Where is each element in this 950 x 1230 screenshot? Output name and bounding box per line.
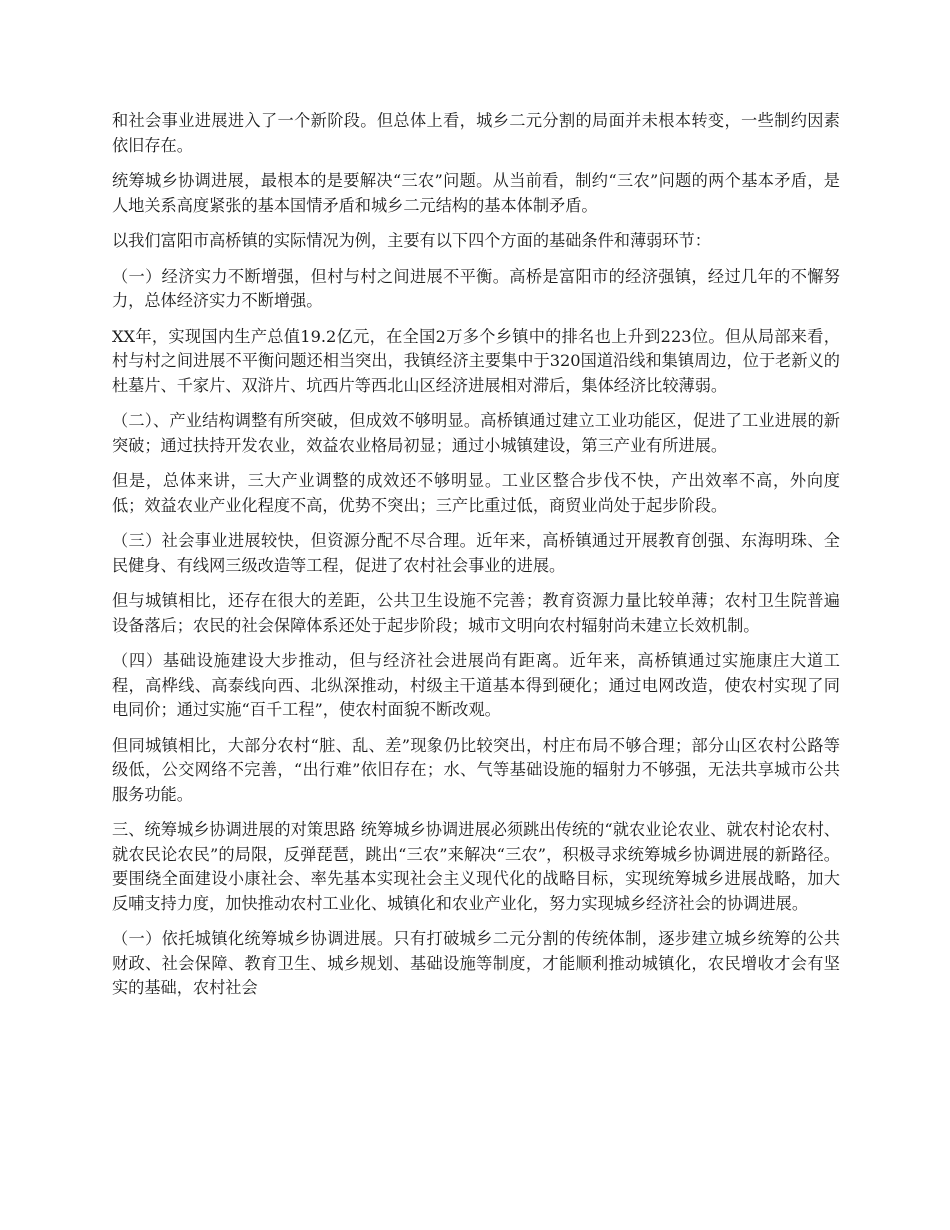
paragraph-5: XX年，实现国内生产总值19.2亿元，在全国2万多个乡镇中的排名也上升到223位。但从局部来看，村与村之间进展不平衡问题还相当突出，我镇经济主要集中于320国道沿线和集镇周边，位于老新义的杜墓片、千家片、双浒片、坑西片等西北山区经济进展相对滞后，集体经济比较薄弱。	[112, 326, 840, 395]
paragraph-3: 以我们富阳市高桥镇的实际情况为例，主要有以下四个方面的基础条件和薄弱环节：	[112, 231, 711, 250]
paragraph-7: 但是，总体来讲，三大产业调整的成效还不够明显。工业区整合步伐不快，产出效率不高，外向度低；效益农业产业化程度不高，优势不突出；三产比重过低，商贸业尚处于起步阶段。	[112, 471, 840, 515]
paragraph-2: 统筹城乡协调进展，最根本的是要解决“三农”问题。从当前看，制约“三农”问题的两个基本矛盾，是人地关系高度紧张的基本国情矛盾和城乡二元结构的基本体制矛盾。	[112, 171, 840, 215]
paragraph-10: （四）基础设施建设大步推动，但与经济社会进展尚有距离。近年来，高桥镇通过实施康庄大道工程，高桦线、高泰线向西、北纵深推动，村级主干道基本得到硬化；通过电网改造，使农村实现了同电同价；通过实施“百千工程”，使农村面貌不断改观。	[112, 651, 840, 719]
paragraph-11: 但同城镇相比，大部分农村“脏、乱、差”现象仍比较突出，村庄布局不够合理；部分山区农村公路等级低，公交网络不完善，“出行难”依旧存在；水、气等基础设施的辐射力不够强，无法共享城市公共服务功能。	[112, 735, 840, 804]
paragraph-9: 但与城镇相比，还存在很大的差距，公共卫生设施不完善；教育资源力量比较单薄；农村卫生院普遍设备落后；农民的社会保障体系还处于起步阶段；城市文明向农村辐射尚未建立长效机制。	[112, 591, 840, 635]
paragraph-6: （二）、产业结构调整有所突破，但成效不够明显。高桥镇通过建立工业功能区，促进了工业进展的新突破；通过扶持开发农业，效益农业格局初显；通过小城镇建设，第三产业有所进展。	[112, 411, 840, 455]
paragraph-1: 和社会事业进展进入了一个新阶段。但总体上看，城乡二元分割的局面并未根本转变，一些制约因素依旧存在。	[112, 111, 840, 155]
document-page	[112, 109, 840, 1012]
paragraph-12: 三、统筹城乡协调进展的对策思路 统筹城乡协调进展必须跳出传统的“就农业论农业、就农村论农村、就农民论农民”的局限，反弹琵琶，跳出“三农”来解决“三农”，积极寻求统筹城乡协调进展的新路径。要围绕全面建设小康社会、率先基本实现社会主义现代化的战略目标，实现统筹城乡进展战略，加大反哺支持力度，加快推动农村工业化、城镇化和农业产业化，努力实现城乡经济社会的协调进展。	[112, 820, 840, 913]
paragraph-13: （一）依托城镇化统筹城乡协调进展。只有打破城乡二元分割的传统体制，逐步建立城乡统筹的公共财政、社会保障、教育卫生、城乡规划、基础设施等制度，才能顺利推动城镇化，农民增收才会有坚实的基础，农村社会	[112, 929, 840, 997]
paragraph-8: （三）社会事业进展较快，但资源分配不尽合理。近年来，高桥镇通过开展教育创强、东海明珠、全民健身、有线网三级改造等工程，促进了农村社会事业的进展。	[112, 531, 840, 575]
paragraph-4: （一）经济实力不断增强，但村与村之间进展不平衡。高桥是富阳市的经济强镇，经过几年的不懈努力，总体经济实力不断增强。	[112, 266, 840, 310]
